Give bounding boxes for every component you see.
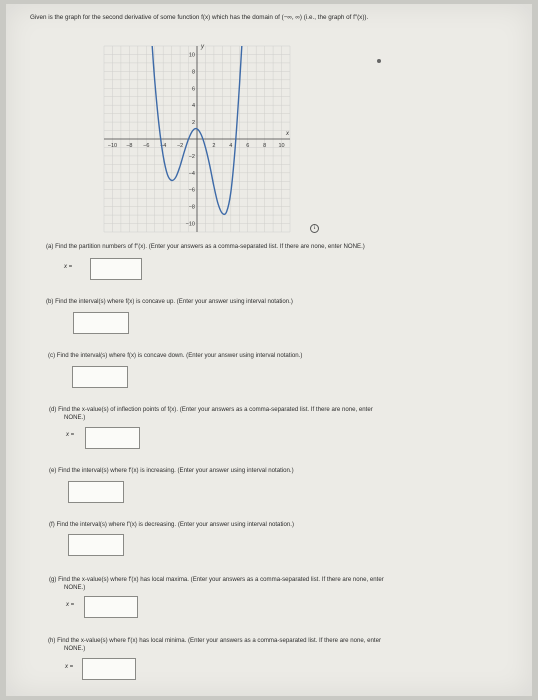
answer-a-prefix: x = xyxy=(64,264,73,270)
question-a: (a) Find the partition numbers of f″(x). (Enter your answers as a comma-separated list. If there are none, enter NONE.) xyxy=(46,243,365,250)
answer-h-input[interactable] xyxy=(82,658,136,680)
answer-d-prefix: x = xyxy=(66,432,75,438)
answer-g-input[interactable] xyxy=(84,596,138,618)
y-tick-label: 10 xyxy=(188,52,195,59)
question-f: (f) Find the interval(s) where f′(x) is decreasing. (Enter your answer using interval notation.) xyxy=(49,521,294,528)
y-tick-label: −10 xyxy=(185,221,195,228)
x-tick-label: −10 xyxy=(107,143,118,149)
answer-g-prefix: x = xyxy=(66,602,75,608)
y-tick-label: 6 xyxy=(191,86,195,93)
x-axis-label: x xyxy=(286,131,289,137)
answer-c-input[interactable] xyxy=(72,366,128,388)
question-h: (h) Find the x-value(s) where f′(x) has local minima. (Enter your answers as a comma-separated list. If there are none, enter xyxy=(48,637,382,644)
question-b: (b) Find the interval(s) where f(x) is concave up. (Enter your answer using interval notation.) xyxy=(46,298,293,305)
intro-text: Given is the graph for the second derivative of some function f(x) which has the domain of (−∞, ∞) (i.e., the graph of f″(x)). xyxy=(30,14,369,21)
x-tick-label: 8 xyxy=(263,143,267,149)
question-h-cont: NONE.) xyxy=(64,645,86,652)
answer-h-prefix: x = xyxy=(65,664,74,670)
x-tick-label: 2 xyxy=(212,143,216,149)
y-tick-label: 8 xyxy=(191,69,195,76)
second-derivative-graph xyxy=(94,40,300,236)
answer-b-input[interactable] xyxy=(73,312,129,334)
x-tick-label: −8 xyxy=(126,143,133,149)
y-tick-label: −2 xyxy=(188,153,195,160)
x-tick-label: 10 xyxy=(278,143,285,149)
question-c: (c) Find the interval(s) where f(x) is concave down. (Enter your answer using interval notation.) xyxy=(48,352,303,359)
x-tick-label: 4 xyxy=(229,143,233,149)
question-g: (g) Find the x-value(s) where f′(x) has local maxima. (Enter your answers as a comma-separated list. If there are none, enter xyxy=(49,576,384,583)
question-d-cont: NONE.) xyxy=(64,414,86,421)
answer-a-input[interactable] xyxy=(90,258,142,280)
answer-f-input[interactable] xyxy=(68,534,124,556)
x-tick-label: −2 xyxy=(176,143,184,149)
x-tick-label: −4 xyxy=(160,143,167,149)
info-icon[interactable]: i xyxy=(310,224,319,233)
y-tick-label: −6 xyxy=(188,187,195,194)
worksheet xyxy=(6,4,532,696)
marker-dot xyxy=(377,59,381,63)
answer-e-input[interactable] xyxy=(68,481,124,503)
x-tick-label: −6 xyxy=(143,143,150,149)
question-e: (e) Find the interval(s) where f′(x) is increasing. (Enter your answer using interval notation.) xyxy=(49,467,294,474)
answer-d-input[interactable] xyxy=(85,427,140,449)
y-tick-label: 2 xyxy=(191,120,195,127)
question-g-cont: NONE.) xyxy=(64,584,86,591)
question-d: (d) Find the x-value(s) of inflection points of f(x). (Enter your answers as a comma-separated list. If there are none, enter xyxy=(49,406,373,413)
y-tick-label: −4 xyxy=(188,170,195,177)
y-tick-label: −8 xyxy=(188,204,195,211)
x-tick-label: 6 xyxy=(246,143,250,149)
y-tick-label: 4 xyxy=(191,103,195,110)
y-axis-label: y xyxy=(201,44,204,50)
